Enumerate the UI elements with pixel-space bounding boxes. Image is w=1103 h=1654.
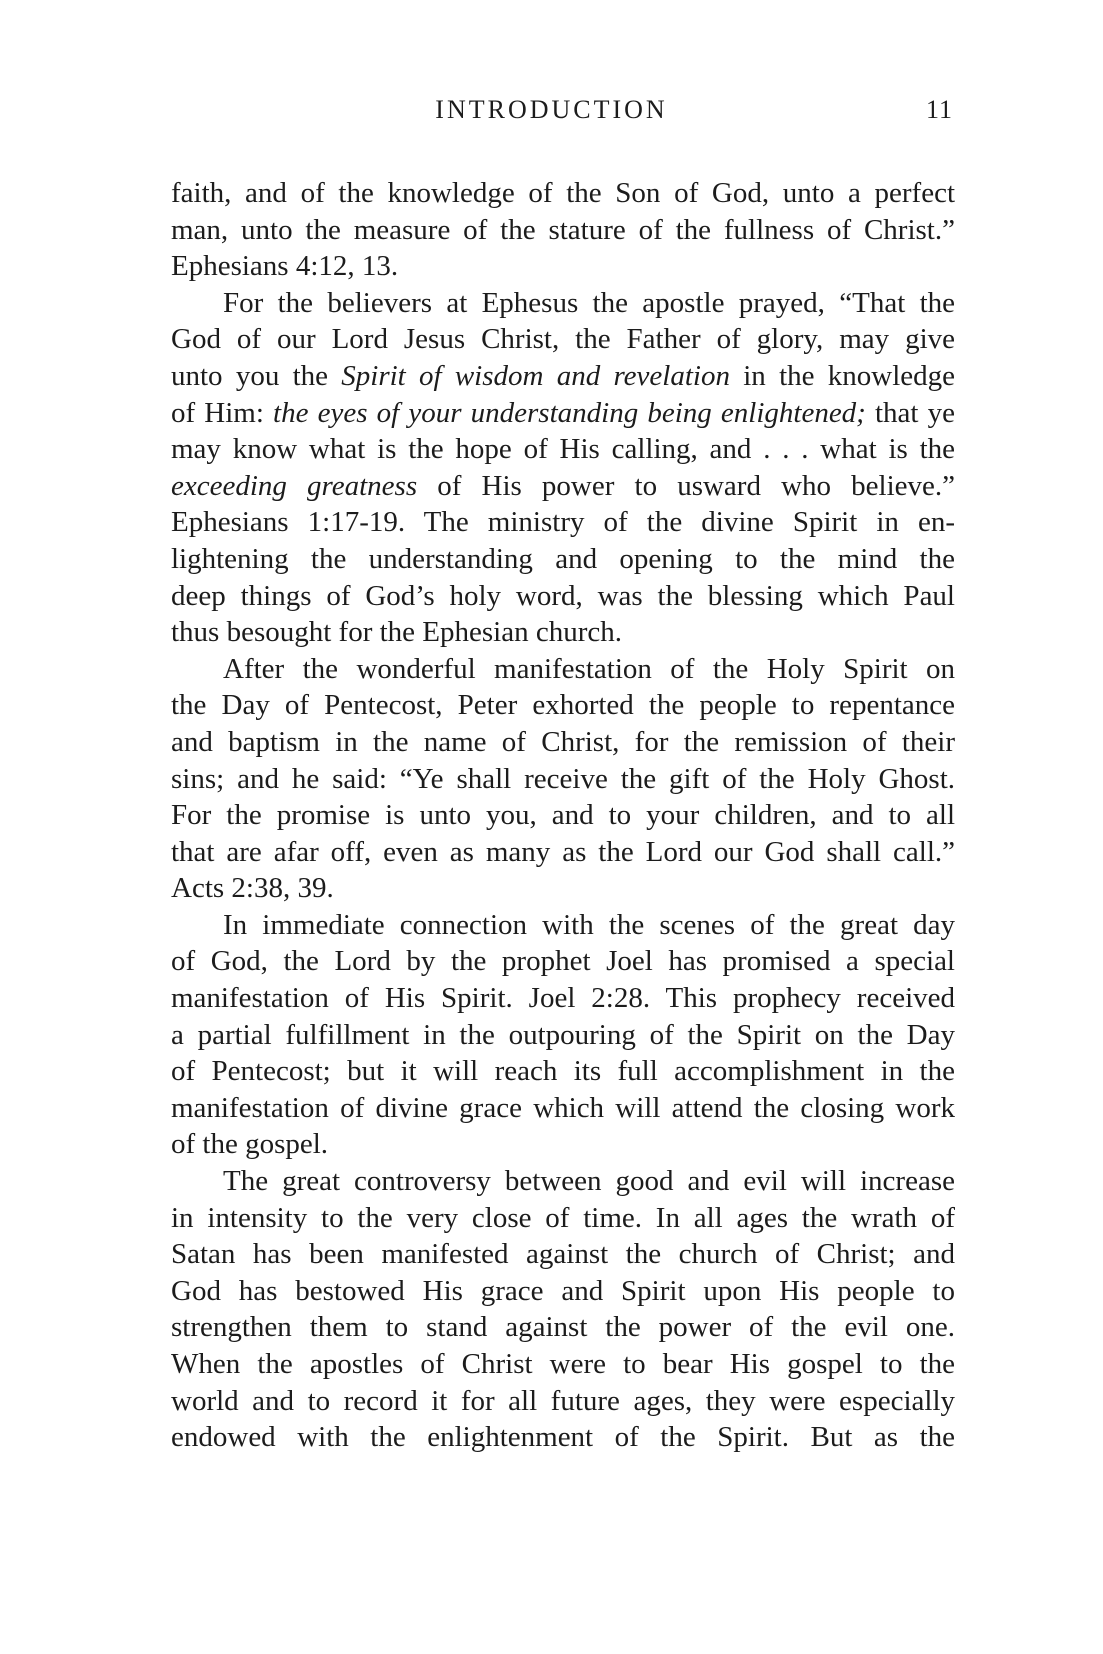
text-line xyxy=(171,1309,955,1346)
text-line xyxy=(171,797,955,834)
text-line xyxy=(171,395,955,432)
text-segment: For the promise is unto you, and to your children, and to all xyxy=(171,799,955,832)
text-segment: After the wonderful manifestation of the Holy Spirit on xyxy=(223,652,955,685)
body-text xyxy=(171,175,955,1456)
text-segment: thus besought for the Ephesian church. xyxy=(171,616,623,649)
text-line xyxy=(171,1017,955,1054)
text-line xyxy=(171,1163,955,1200)
text-line xyxy=(171,1126,955,1163)
text-line xyxy=(171,907,955,944)
text-segment: lightening the understanding and opening to the mind the xyxy=(171,542,955,575)
running-header-title: INTRODUCTION xyxy=(435,95,668,124)
text-line xyxy=(171,1090,955,1127)
text-segment: unto you the xyxy=(171,359,342,392)
text-segment: Satan has been manifested against the church of Christ; and xyxy=(171,1238,955,1271)
text-segment: in the knowledge xyxy=(729,359,955,392)
text-line xyxy=(171,504,955,541)
text-line xyxy=(171,651,955,688)
text-segment: a partial fulfillment in the outpouring of the Spirit on the Day xyxy=(171,1018,955,1051)
text-segment: may know what is the hope of His calling, and . . . what is the xyxy=(171,433,955,466)
text-line xyxy=(171,1273,955,1310)
text-line xyxy=(171,1236,955,1273)
text-line xyxy=(171,724,955,761)
text-segment: When the apostles of Christ were to bear His gospel to the xyxy=(171,1348,955,1380)
text-segment: of the gospel. xyxy=(171,1128,329,1161)
text-line xyxy=(171,761,955,798)
page-number: 11 xyxy=(925,95,953,124)
text-segment: of Him: xyxy=(171,396,274,429)
text-line xyxy=(171,1200,955,1237)
text-line xyxy=(171,870,955,907)
text-segment: endowed with the enlightenment of the Spirit. But as the xyxy=(171,1421,955,1454)
text-segment: Ephesians 4:12, 13. xyxy=(171,250,399,283)
text-line xyxy=(171,1419,955,1456)
italic-text-segment: the eyes of your understanding being enlightened; xyxy=(273,396,866,429)
text-segment: manifestation of His Spirit. Joel 2:28. This prophecy received xyxy=(171,982,955,1015)
text-segment: of His power to usward who believe.” xyxy=(417,469,955,502)
text-segment: God of our Lord Jesus Christ, the Father of glory, may give xyxy=(171,323,955,356)
text-line xyxy=(171,943,955,980)
text-line xyxy=(171,834,955,871)
text-segment: of Pentecost; but it will reach its full accomplishment in the xyxy=(171,1055,955,1088)
text-segment: in intensity to the very close of time. In all ages the wrath of xyxy=(171,1201,955,1234)
text-line xyxy=(171,1383,955,1420)
italic-text-segment: Spirit of wisdom and revelation xyxy=(341,359,730,392)
text-segment: deep things of God’s holy word, was the blessing which Paul xyxy=(171,579,955,612)
text-line xyxy=(171,358,955,395)
text-line xyxy=(171,541,955,578)
text-segment: Ephesians 1:17-19. The ministry of the divine Spirit in en- xyxy=(171,506,955,539)
text-segment: The great controversy between good and evil will increase xyxy=(223,1165,955,1198)
text-line xyxy=(171,285,955,322)
text-segment: the Day of Pentecost, Peter exhorted the people to repentance xyxy=(171,689,955,722)
text-segment: faith, and of the knowledge of the Son of God, unto a perfect xyxy=(171,177,955,209)
text-line xyxy=(171,578,955,615)
text-line xyxy=(171,980,955,1017)
text-segment: that are afar off, even as many as the Lord our God shall call.” xyxy=(171,835,955,868)
text-segment: In immediate connection with the scenes of the great day xyxy=(223,908,955,941)
text-segment: and baptism in the name of Christ, for the remission of their xyxy=(171,725,955,758)
text-line xyxy=(171,1053,955,1090)
text-line xyxy=(171,1346,955,1383)
text-segment: sins; and he said: “Ye shall receive the gift of the Holy Ghost. xyxy=(171,762,955,795)
text-line xyxy=(171,468,955,505)
text-segment: world and to record it for all future ages, they were especially xyxy=(171,1384,955,1417)
text-segment: of God, the Lord by the prophet Joel has promised a special xyxy=(171,945,955,978)
text-line xyxy=(171,248,955,285)
text-segment: strengthen them to stand against the power of the evil one. xyxy=(171,1311,955,1344)
italic-text-segment: exceeding greatness xyxy=(171,469,418,502)
text-segment: God has bestowed His grace and Spirit upon His people to xyxy=(171,1274,955,1307)
text-line xyxy=(171,687,955,724)
text-segment: manifestation of divine grace which will attend the closing work xyxy=(171,1091,955,1124)
text-line xyxy=(171,321,955,358)
text-segment: Acts 2:38, 39. xyxy=(171,872,334,905)
text-line xyxy=(171,212,955,249)
text-segment: man, unto the measure of the stature of the fullness of Christ.” xyxy=(171,213,955,246)
text-line xyxy=(171,431,955,468)
text-line xyxy=(171,175,955,212)
text-segment: that ye xyxy=(865,396,955,429)
text-line xyxy=(171,614,955,651)
text-segment: For the believers at Ephesus the apostle prayed, “That the xyxy=(223,286,955,319)
